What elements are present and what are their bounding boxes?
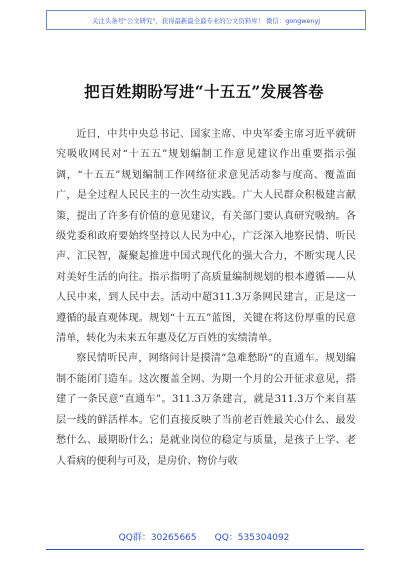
promo-header-text: 关注头条号"公文研究"，获得最新最全最专业的公文资料库！ 微信：gongwenyj: [91, 16, 321, 25]
promo-header-box: [46, 10, 366, 30]
document-title: 把百姓期盼写进“十五五”发展答卷: [84, 82, 324, 101]
paragraph-2: 察民情听民声，网络问计是摸清“急难愁盼”的直通车。规划编制不能闭门造车。这次覆盖全网、为期一个月的公开征求意见，搭建了一条民意“直通车”。311.3万条建言，就是311.3万个来自基层一线的鲜活样本。它们直接反映了当前老百姓最关心什么、最发愁什么、最期盼什么；是就业岗位的稳定与质量，是孩子上学、老人看病的便利与可及，是房价、物价与收: [56, 353, 356, 467]
document-body: [56, 125, 356, 472]
footer-rule: [46, 549, 364, 550]
footer-qq-group: QQ群：30265665: [118, 533, 197, 543]
footer-qq: QQ：535304092: [214, 533, 290, 543]
footer-contact: [0, 530, 408, 543]
paragraph-1: 近日，中共中央总书记、国家主席、中央军委主席习近平就研究吸收网民对“十五五”规划编制工作意见建议作出重要指示强调，“十五五”规划编制工作网络征求意见活动参与度高、覆盖面广，是全过程人民民主的一次生动实践。广大人民群众积极建言献策，提出了许多有价值的意见建议，有关部门要认真研究吸纳。各级党委和政府要始终坚持以人民为中心，广泛深入地察民情、听民声、汇民智，凝聚起推进中国式现代化的强大合力，不断实现人民对美好生活的向往。指示指明了高质量编制规划的根本遵循——从人民中来，到人民中去。活动中超311.3万条网民建言，正是这一遵循的最直观体现。规划“十五五”蓝图，关键在将这份厚重的民意清单，转化为未来五年惠及亿万百姓的实绩清单。: [56, 129, 356, 345]
